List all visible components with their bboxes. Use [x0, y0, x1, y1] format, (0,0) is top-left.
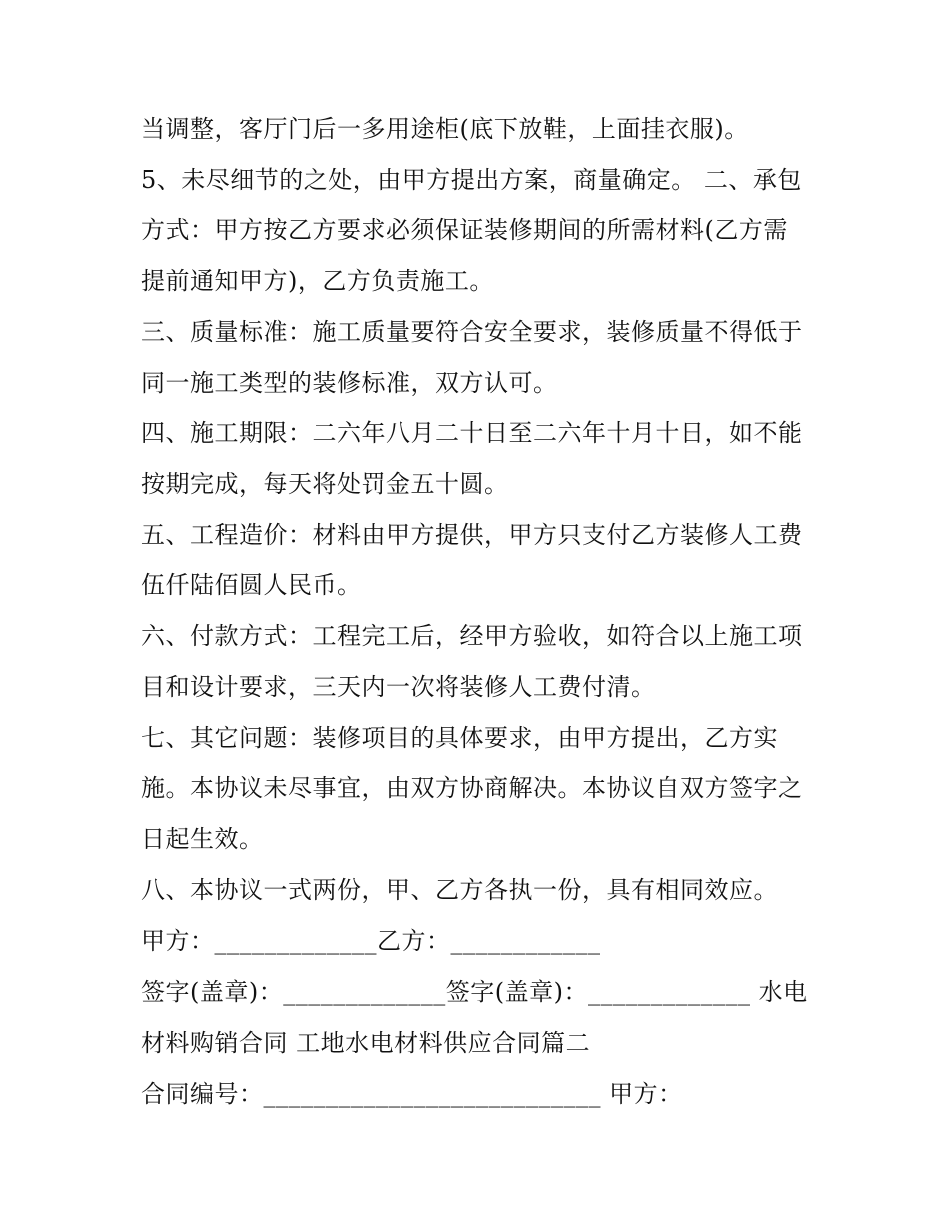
- text-line: 施。本协议未尽事宜，由双方协商解决。本协议自双方签字之: [141, 774, 803, 802]
- text-line: 按期完成，每天将处罚金五十圆。: [141, 470, 509, 498]
- text-line: 三、质量标准：施工质量要符合安全要求，装修质量不得低于: [141, 318, 803, 346]
- section-title-line: 材料购销合同 工地水电材料供应合同篇二: [141, 1029, 591, 1057]
- text-line: 七、其它问题：装修项目的具体要求，由甲方提出，乙方实: [141, 724, 778, 752]
- text-line: 五、工程造价：材料由甲方提供，甲方只支付乙方装修人工费: [141, 521, 803, 549]
- text-line: 当调整，客厅门后一多用途柜(底下放鞋，上面挂衣服)。: [141, 115, 749, 143]
- text-line: 提前通知甲方)，乙方负责施工。: [141, 267, 494, 295]
- text-line: 四、施工期限：二六年八月二十日至二六年十月十日，如不能: [141, 419, 803, 447]
- text-line: 5、未尽细节的之处，由甲方提出方案，商量确定。 二、承包: [141, 166, 802, 194]
- text-line: 目和设计要求，三天内一次将装修人工费付清。: [141, 673, 656, 701]
- signature-line: 甲方：_____________乙方：____________: [141, 927, 601, 955]
- text-line: 方式：甲方按乙方要求必须保证装修期间的所需材料(乙方需: [141, 216, 788, 244]
- text-line: 日起生效。: [141, 825, 264, 853]
- text-line: 同一施工类型的装修标准，双方认可。: [141, 369, 558, 397]
- contract-number-line: 合同编号：___________________________ 甲方：: [141, 1080, 683, 1108]
- text-line: 八、本协议一式两份，甲、乙方各执一份，具有相同效应。: [141, 876, 778, 904]
- text-line: 伍仟陆佰圆人民币。: [141, 571, 362, 599]
- signature-line: 签字(盖章)：_____________签字(盖章)：_____________ 水电: [141, 978, 808, 1006]
- text-line: 六、付款方式：工程完工后，经甲方验收，如符合以上施工项: [141, 622, 803, 650]
